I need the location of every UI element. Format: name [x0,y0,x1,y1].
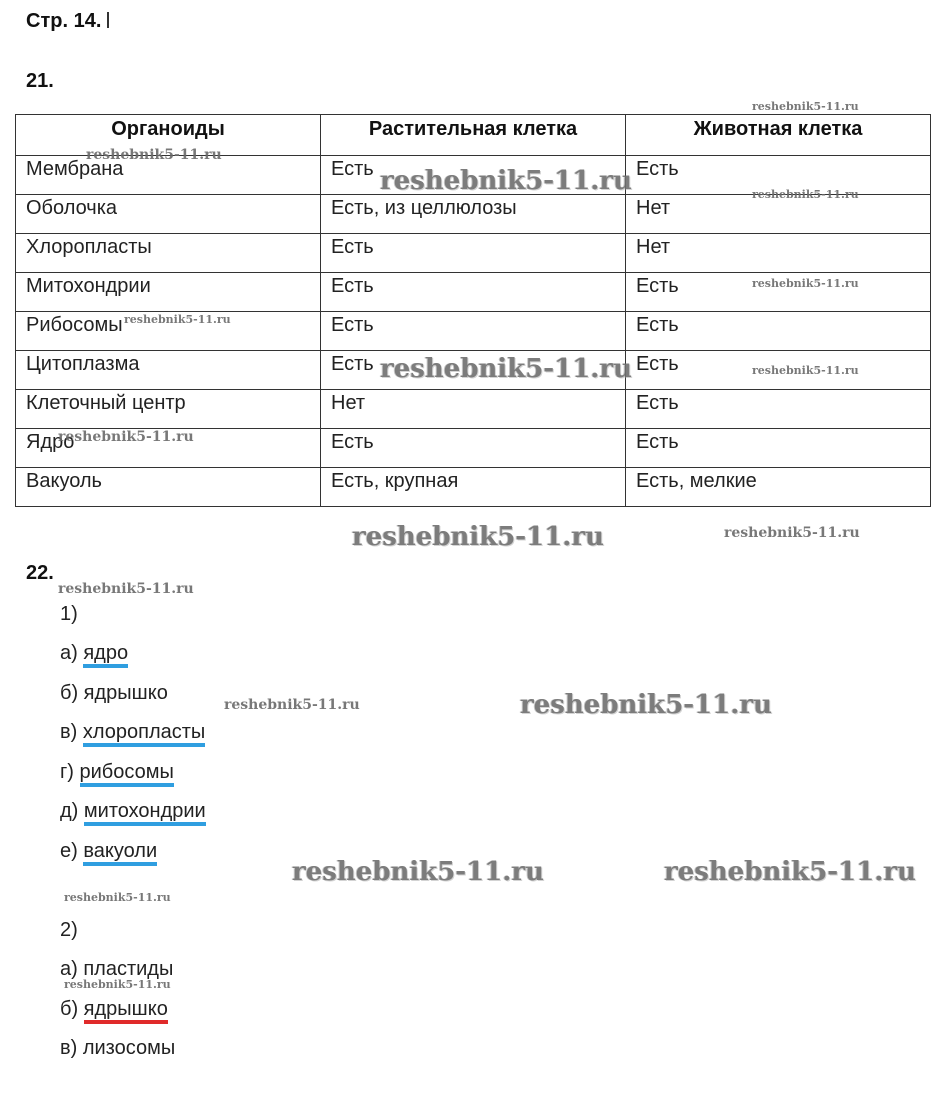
task-21-number: 21. [26,70,54,92]
organoid-cell: Оболочка [16,195,321,234]
plant-cell-value: Есть, из целлюлозы [321,195,626,234]
plant-cell-value: Есть [321,156,626,195]
animal-cell-value: Есть [626,156,931,195]
item-text-underlined-blue: хлоропласты [83,721,205,747]
watermark: reshebnik5-11.ru [380,354,633,384]
part2-item-b [60,998,168,1021]
watermark: reshebnik5-11.ru [58,429,194,445]
animal-cell-value: Нет [626,195,931,234]
watermark: reshebnik5-11.ru [64,978,171,991]
watermark: reshebnik5-11.ru [64,891,171,904]
watermark: reshebnik5-11.ru [124,313,231,326]
item-text-underlined-blue: рибосомы [80,761,174,787]
item-prefix: в) [60,1037,83,1059]
table-row [16,468,931,507]
item-prefix: а) [60,642,84,664]
item-text-underlined-blue: ядро [83,642,128,668]
organoid-cell: Вакуоль [16,468,321,507]
item-prefix: б) [60,998,84,1020]
watermark: reshebnik5-11.ru [58,581,194,597]
column-header-plant-cell: Растительная клетка [321,115,626,156]
part1-item-v [60,721,205,744]
column-header-animal-cell: Животная клетка [626,115,931,156]
watermark: reshebnik5-11.ru [352,522,605,552]
plant-cell-value: Нет [321,390,626,429]
watermark: reshebnik5-11.ru [752,100,859,113]
watermark: reshebnik5-11.ru [224,697,360,713]
item-text: пластиды [83,958,174,980]
plant-cell-value: Есть, крупная [321,468,626,507]
item-text: ядрышко [83,682,168,704]
item-prefix: б) [60,682,84,704]
plant-cell-value: Есть [321,234,626,273]
item-prefix: г) [60,761,80,783]
plant-cell-value: Есть [321,429,626,468]
animal-cell-value: Есть [626,351,931,390]
part2-label: 2) [60,919,78,941]
page-label: Стр. 14. [26,10,102,32]
item-text-underlined-blue: митохондрии [84,800,206,826]
table-row [16,390,931,429]
organoid-cell: Ядро [16,429,321,468]
item-text-underlined-red: ядрышко [84,998,168,1024]
task-22-number: 22. [26,562,54,584]
animal-cell-value: Есть [626,312,931,351]
watermark: reshebnik5-11.ru [752,364,859,377]
part1-item-g [60,761,174,784]
item-prefix: е) [60,840,84,862]
animal-cell-value: Есть [626,429,931,468]
part1-item-d [60,800,206,823]
part1-item-a [60,642,128,665]
animal-cell-value: Есть [626,273,931,312]
organoid-cell: Цитоплазма [16,351,321,390]
organoid-cell: Митохондрии [16,273,321,312]
organoid-cell: Мембрана [16,156,321,195]
part1-item-e [60,840,157,863]
watermark: reshebnik5-11.ru [292,857,545,887]
watermark: reshebnik5-11.ru [520,690,773,720]
item-text-underlined-blue: вакуоли [83,840,157,866]
watermark: reshebnik5-11.ru [380,166,633,196]
part2-item-v [60,1037,175,1060]
watermark: reshebnik5-11.ru [752,277,859,290]
animal-cell-value: Есть [626,390,931,429]
organoid-cell: Клеточный центр [16,390,321,429]
watermark: reshebnik5-11.ru [752,188,859,201]
column-header-organoids: Органоиды [16,115,321,156]
item-prefix: а) [60,958,84,980]
animal-cell-value: Есть, мелкие [626,468,931,507]
organoid-cell: Рибосомы [16,312,321,351]
table-row [16,234,931,273]
organoid-cell: Хлоропласты [16,234,321,273]
animal-cell-value: Нет [626,234,931,273]
plant-cell-value: Есть [321,351,626,390]
part1-label: 1) [60,603,78,625]
watermark: reshebnik5-11.ru [86,147,222,163]
page-header [26,10,109,33]
plant-cell-value: Есть [321,312,626,351]
part1-item-b [60,682,168,705]
text-cursor [107,12,109,28]
item-prefix: д) [60,800,84,822]
item-text: лизосомы [82,1037,176,1059]
plant-cell-value: Есть [321,273,626,312]
watermark: reshebnik5-11.ru [724,525,860,541]
watermark: reshebnik5-11.ru [664,857,917,887]
item-prefix: в) [60,721,83,743]
